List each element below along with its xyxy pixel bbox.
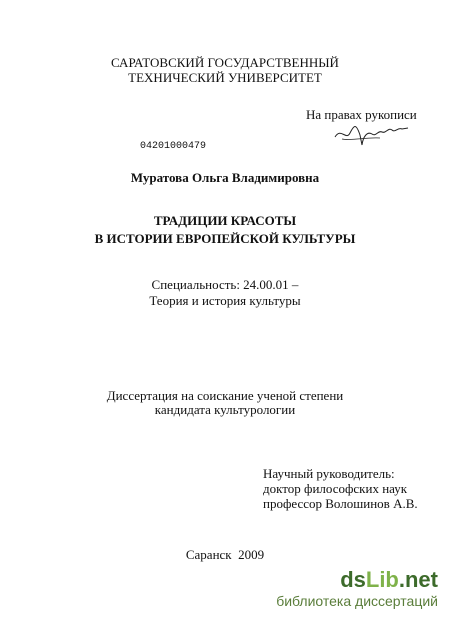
dslib-watermark [276, 567, 438, 609]
dissertation-title-line-1: ТРАДИЦИИ КРАСОТЫ [153, 213, 297, 228]
degree-line-2: кандидата культурологии [154, 402, 296, 417]
watermark-brand-part-2: Lib [365, 567, 399, 592]
specialty-line-1: Специальность: 24.00.01 – [151, 277, 299, 292]
document-code: 04201000479 [140, 141, 207, 152]
watermark-brand [276, 567, 438, 593]
dissertation-title-line-2: В ИСТОРИИ ЕВРОПЕЙСКОЙ КУЛЬТУРЫ [94, 231, 356, 246]
signature [332, 117, 412, 151]
watermark-brand-part-3: .net [398, 567, 438, 592]
advisor-block [263, 466, 418, 511]
university-name-line-2: ТЕХНИЧЕСКИЙ УНИВЕРСИТЕТ [128, 70, 322, 85]
manuscript-rights-note: На правах рукописи [306, 107, 417, 122]
degree-line-1: Диссертация на соискание ученой степени [106, 388, 344, 403]
advisor-line-2: доктор философских наук [263, 481, 408, 496]
specialty-line-2: Теория и история культуры [149, 293, 301, 308]
advisor-line-1: Научный руководитель: [263, 466, 395, 481]
advisor-line-3: профессор Волошинов А.В. [263, 496, 418, 511]
place-and-year: Саранск 2009 [185, 547, 265, 562]
author-name: Муратова Ольга Владимировна [130, 170, 320, 185]
watermark-subtitle: библиотека диссертаций [276, 593, 438, 609]
university-name-line-1: САРАТОВСКИЙ ГОСУДАРСТВЕННЫЙ [111, 55, 339, 70]
watermark-brand-part-1: ds [340, 567, 366, 592]
